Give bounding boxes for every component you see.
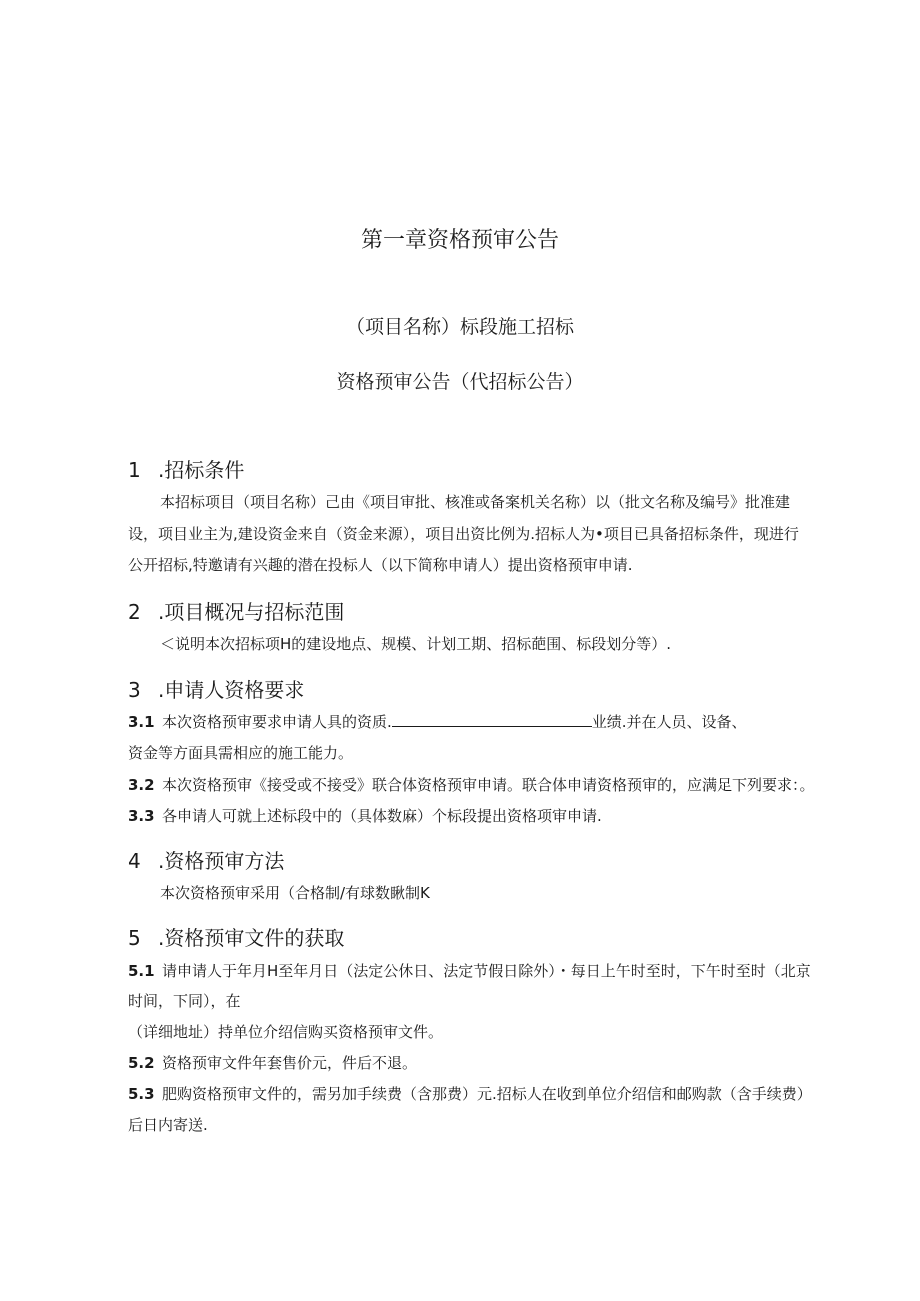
section-1-number: 1: [128, 458, 141, 482]
section-1-line-3: 公开招标,特邀请有兴趣的潜在投标人（以下简称申请人）提出资格预审申请.: [128, 556, 633, 574]
item-3-1-label: 3.1: [128, 713, 155, 731]
project-title: （项目名称）标段施工招标: [345, 316, 574, 338]
item-5-1-continued-2: （详细地址）持单位介绍信购买资格预审文件。: [128, 1023, 444, 1041]
section-3-title: .申请人资格要求: [158, 678, 305, 702]
item-5-2-label: 5.2: [128, 1054, 155, 1072]
section-5-heading: [128, 922, 344, 951]
item-3-3-label: 3.3: [128, 807, 155, 825]
section-1-line-2: 设，项目业主为,建设资金来自（资金来源），项目出资比例为.招标人为•项目已具备招标条件，现进行: [128, 525, 799, 543]
section-4-number: 4: [128, 849, 141, 873]
notice-title: 资格预审公告（代招标公告）: [336, 371, 584, 393]
section-2-number: 2: [128, 600, 141, 624]
section-4-title: .资格预审方法: [158, 849, 285, 873]
item-3-1-text-a: 本次资格预审要求申请人具的资质.: [162, 713, 392, 731]
item-3-1: [128, 711, 747, 732]
item-3-1-text-b: 业绩.并在人员、设备、: [591, 713, 747, 731]
chapter-title: 第一章资格预审公告: [360, 228, 559, 253]
item-5-1-label: 5.1: [128, 962, 155, 980]
section-5-title: .资格预审文件的获取: [158, 926, 345, 950]
item-5-3-label: 5.3: [128, 1085, 155, 1103]
section-2-line-1: ＜说明本次招标项H的建设地点、规模、计划工期、招标葩围、标段划分等）.: [160, 635, 672, 653]
section-3-number: 3: [128, 678, 141, 702]
section-1-heading: [128, 454, 244, 483]
section-4-heading: [128, 845, 284, 874]
item-5-3-text-a: 肥购资格预审文件的，需另加手续费（含那费）元.招标人在收到单位介绍信和邮购款（含手续费）: [162, 1085, 812, 1103]
item-5-2-text: 资格预审文件年套售价元，件后不退。: [162, 1054, 418, 1072]
section-2-heading: [128, 596, 344, 625]
item-5-1-text-a: 请申请人于年月H至年月日（法定公休日、法定节假日除外）・每日上午时至时，下午时至时（北京: [162, 962, 811, 980]
section-4-line-1: 本次资格预审采用（合格制/有球数瞅制K: [160, 884, 430, 902]
section-2-title: .项目概况与招标范围: [158, 600, 345, 624]
fill-in-blank: [392, 712, 592, 727]
section-1-line-1: 本招标项目（项目名称）己由《项目审批、核准或备案机关名称）以（批文名称及编号》批准建: [160, 493, 791, 511]
section-5-number: 5: [128, 926, 141, 950]
item-3-2-text: 本次资格预审《接受或不接受》联合体资格预审申请。联合体申请资格预审的，应满足下列要求：。: [162, 776, 815, 794]
item-3-3-text: 各申请人可就上述标段中的（具体数麻）个标段提出资格项审申请.: [162, 807, 602, 825]
item-5-3: [128, 1083, 812, 1104]
item-3-2-label: 3.2: [128, 776, 155, 794]
section-3-heading: [128, 674, 304, 703]
item-3-2: [128, 774, 815, 795]
item-3-3: [128, 805, 602, 826]
item-5-2: [128, 1052, 417, 1073]
item-5-1-continued-1: 时间，下同），在: [128, 992, 241, 1010]
item-5-3-continued: 后日内寄送.: [128, 1116, 208, 1134]
item-5-1: [128, 960, 811, 981]
item-3-1-continued: 资金等方面具需相应的施工能力。: [128, 744, 354, 762]
section-1-title: .招标条件: [158, 458, 245, 482]
